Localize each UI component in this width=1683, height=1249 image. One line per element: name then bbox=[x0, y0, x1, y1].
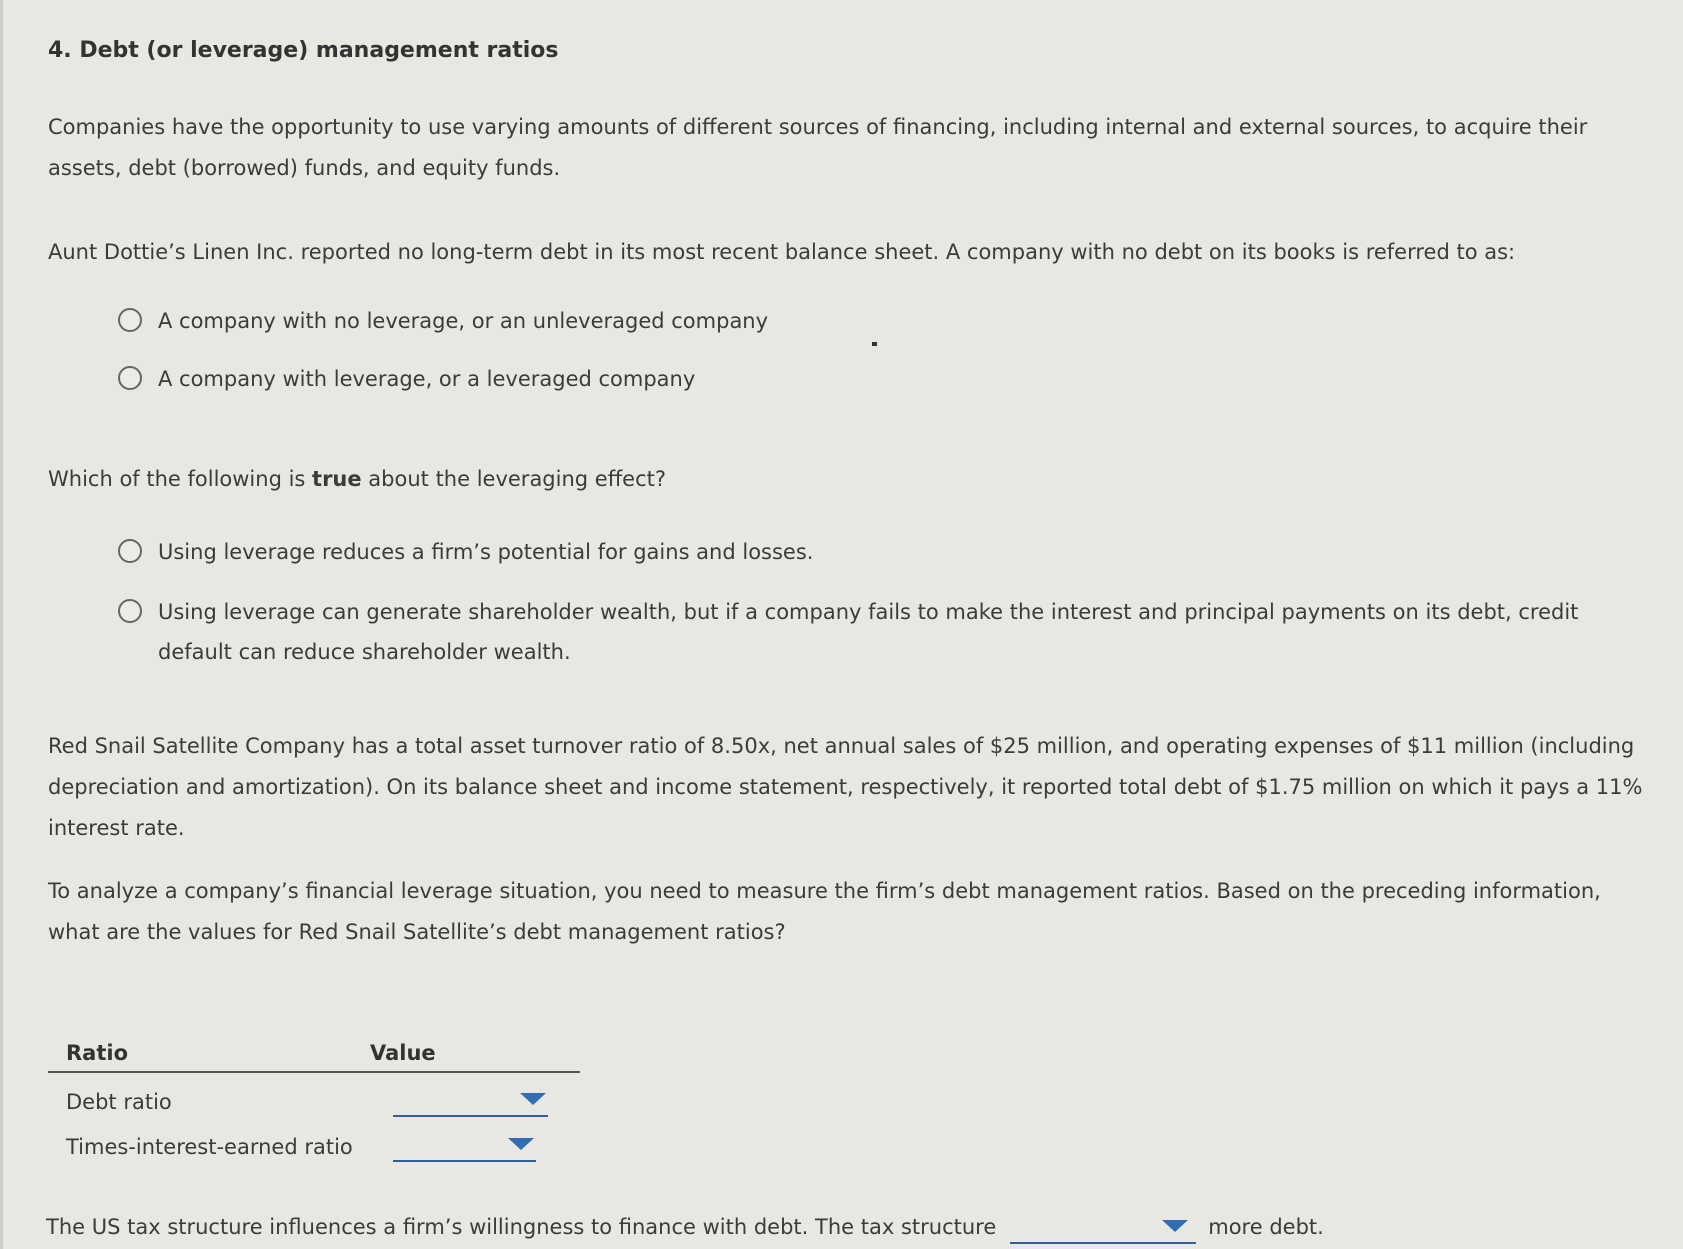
chevron-down-icon bbox=[520, 1093, 546, 1105]
table-row bbox=[48, 1124, 580, 1169]
q2-text-start: Which of the following is bbox=[48, 467, 313, 491]
intro-paragraph: Companies have the opportunity to use varying amounts of different sources of financing, including internal and external sources, to acquire their assets, debt (borrowed) funds, and equity funds. bbox=[48, 115, 1588, 180]
q2-bold-word: true bbox=[312, 467, 362, 491]
row-label: Times-interest-earned ratio bbox=[66, 1134, 353, 1159]
q2-option-generate-wealth[interactable] bbox=[118, 592, 1608, 672]
question-1-prompt: Aunt Dottie’s Linen Inc. reported no long-term debt in its most recent balance sheet. A company with no debt on its books is referred to as: bbox=[48, 240, 1516, 264]
ratio-column-header: Ratio bbox=[66, 1041, 129, 1065]
times-interest-earned-dropdown[interactable] bbox=[393, 1132, 536, 1162]
ratio-table bbox=[48, 1035, 580, 1169]
left-border bbox=[0, 0, 3, 1249]
tax-structure-sentence bbox=[46, 1212, 1324, 1242]
question-title: 4. Debt (or leverage) management ratios bbox=[48, 38, 559, 63]
tax-structure-dropdown[interactable] bbox=[1010, 1214, 1196, 1244]
tax-text-start: The US tax structure influences a firm’s willingness to finance with debt. The tax structure bbox=[46, 1215, 997, 1239]
row-label: Debt ratio bbox=[66, 1089, 172, 1114]
option-label: Using leverage reduces a firm’s potential for gains and losses. bbox=[158, 540, 814, 564]
q2-text-end: about the leveraging effect? bbox=[361, 467, 667, 491]
q1-option-leveraged[interactable] bbox=[118, 359, 1608, 399]
radio-button[interactable] bbox=[118, 539, 142, 563]
question-2-prompt bbox=[48, 459, 1648, 500]
stray-mark bbox=[872, 342, 877, 346]
q1-option-unleveraged[interactable] bbox=[118, 301, 1608, 341]
value-column-header: Value bbox=[370, 1041, 436, 1065]
radio-button[interactable] bbox=[118, 308, 142, 332]
radio-button[interactable] bbox=[118, 366, 142, 390]
chevron-down-icon bbox=[1162, 1220, 1188, 1232]
q2-option-reduces[interactable] bbox=[118, 532, 1608, 572]
debt-ratio-dropdown[interactable] bbox=[393, 1087, 548, 1117]
option-label: A company with no leverage, or an unleveraged company bbox=[158, 309, 769, 333]
option-label: A company with leverage, or a leveraged company bbox=[158, 367, 696, 391]
red-snail-paragraph: Red Snail Satellite Company has a total asset turnover ratio of 8.50x, net annual sales of $25 million, and operating expenses of $11 million (including depreciation and amortization). On its balance sheet and income statement, respectively, it reported total debt of $1.75 million on which it pays a 11% interest rate. bbox=[48, 734, 1643, 840]
radio-button[interactable] bbox=[118, 599, 142, 623]
table-header bbox=[48, 1035, 580, 1073]
option-label: Using leverage can generate shareholder wealth, but if a company fails to make the interest and principal payments on its debt, credit default can reduce shareholder wealth. bbox=[158, 600, 1579, 664]
analyze-paragraph: To analyze a company’s financial leverage situation, you need to measure the firm’s debt management ratios. Based on the preceding information, what are the values for Red Snail Satellite’s debt management ratios? bbox=[48, 879, 1601, 944]
tax-text-end: more debt. bbox=[1208, 1215, 1324, 1239]
chevron-down-icon bbox=[508, 1138, 534, 1150]
table-row bbox=[48, 1079, 580, 1124]
